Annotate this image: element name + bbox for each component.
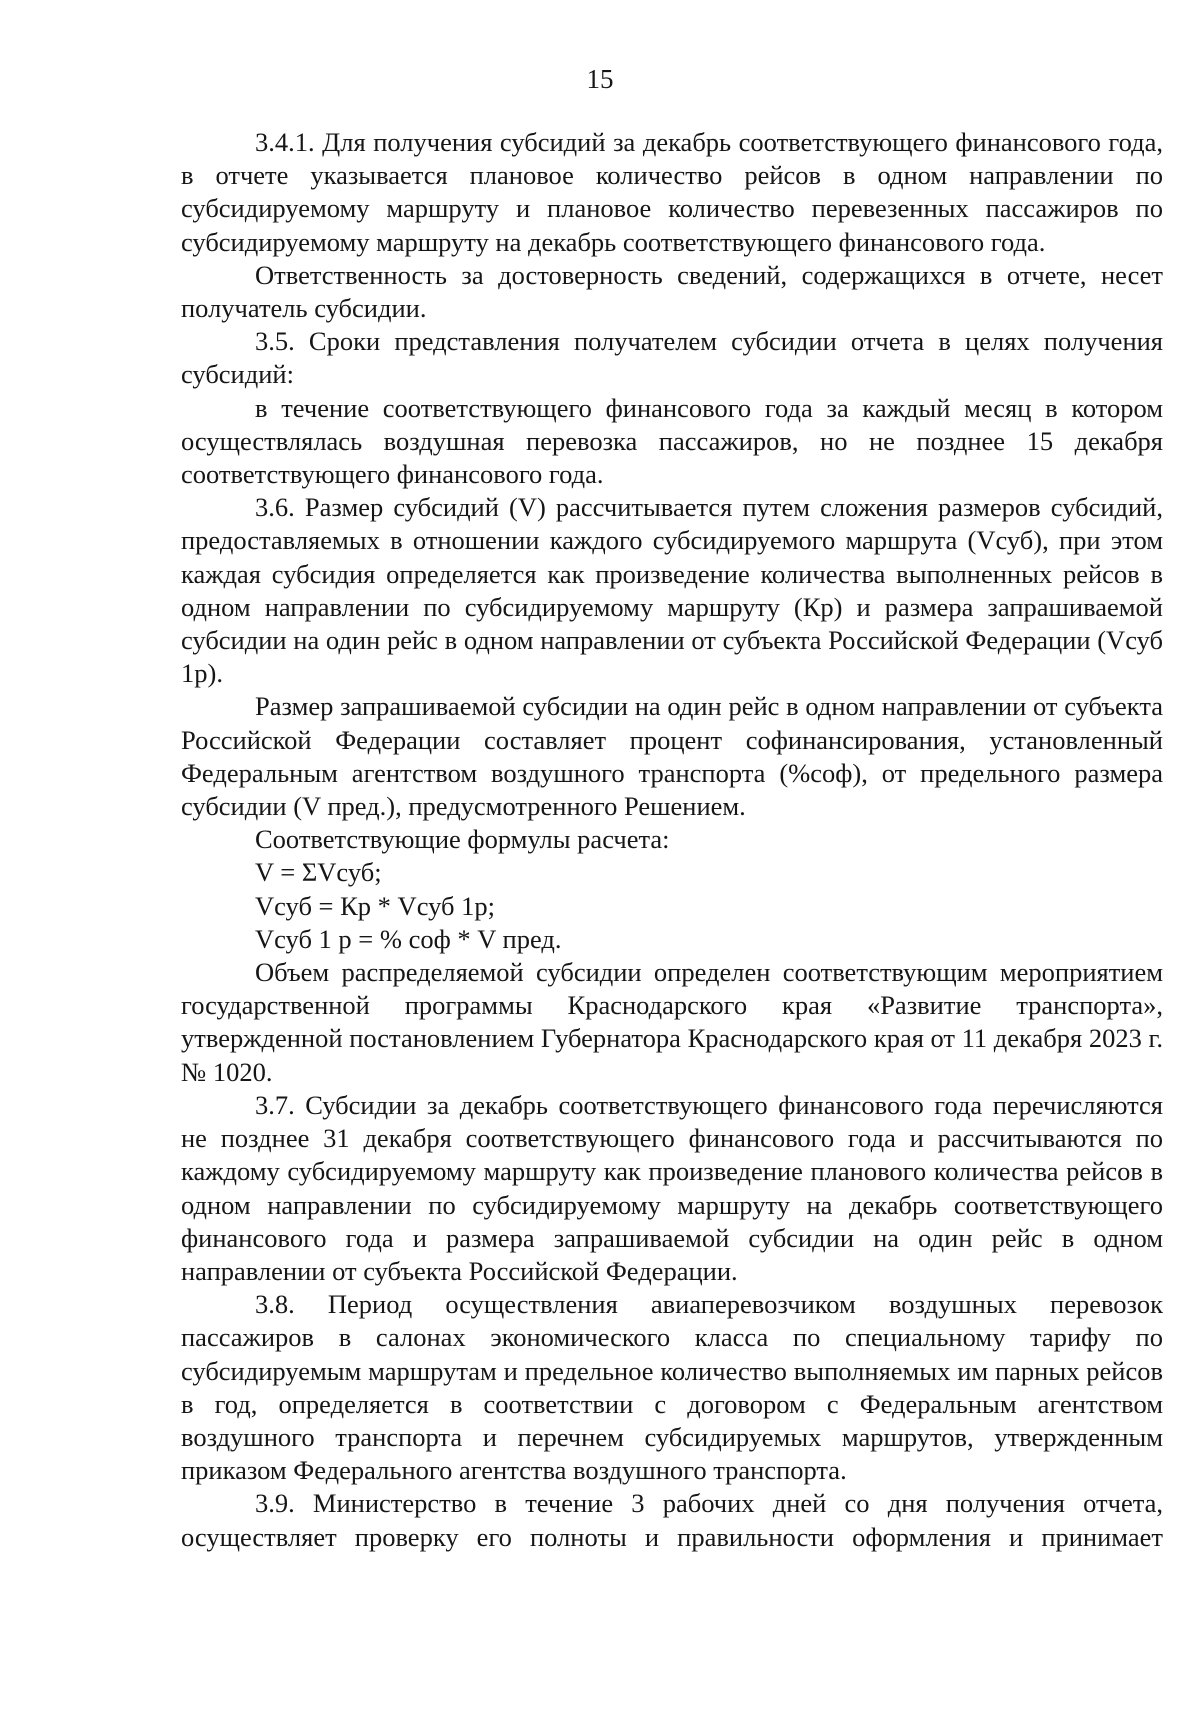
- paragraph-responsibility: Ответственность за достоверность сведений, содержащихся в отчете, несет получатель субсидии.: [181, 259, 1163, 324]
- formula-per-flight: Vсуб 1 р = % соф * V пред.: [255, 923, 562, 954]
- document-body: [181, 126, 1163, 1554]
- paragraph-3-8: 3.8. Период осуществления авиаперевозчиком воздушных перевозок пассажиров в салонах экономического класса по специальному тарифу по субсидируемым маршрутам и предельное количество выполняемых им парных рейсов в год, определяется в соответствии с договором с Федеральным агентством воздушного транспорта и перечнем субсидируемых маршрутов, утвержденным приказом Федерального агентства воздушного транспорта.: [181, 1289, 1163, 1486]
- paragraph-volume: Объем распределяемой субсидии определен соответствующим мероприятием государственной программы Краснодарского края «Развитие транспорта», утвержденной постановлением Губернатора Краснодарского края от 11 декабря 2023 г. № 1020.: [181, 957, 1163, 1087]
- paragraph-3-7: 3.7. Субсидии за декабрь соответствующего финансового года перечисляются не позднее 31 декабря соответствующего финансового года и рассчитываются по каждому субсидируемому маршруту как произведение планового количества рейсов в одном направлении по субсидируемому маршруту на декабрь соответствующего финансового года и размера запрашиваемой субсидии на один рейс в одном направлении от субъекта Российской Федерации.: [181, 1089, 1163, 1286]
- paragraph-subsidy-size: Размер запрашиваемой субсидии на один рейс в одном направлении от субъекта Российской Федерации составляет процент софинансирования, установленный Федеральным агентством воздушного транспорта (%соф), от предельного размера субсидии (V пред.), предусмотренного Решением.: [181, 691, 1163, 822]
- formula-route: Vсуб = Кр * Vсуб 1р;: [255, 890, 495, 921]
- paragraph-3-5: 3.5. Сроки представления получателем субсидии отчета в целях получения субсидий:: [181, 326, 1163, 390]
- formula-total: V = ΣVсуб;: [255, 857, 382, 888]
- paragraph-formulas-heading: Соответствующие формулы расчета:: [255, 824, 670, 855]
- paragraph-report-deadline: в течение соответствующего финансового года за каждый месяц в котором осуществлялась воздушная перевозка пассажиров, но не позднее 15 декабря соответствующего финансового года.: [181, 392, 1163, 490]
- paragraph-3-9: 3.9. Министерство в течение 3 рабочих дней со дня получения отчета, осуществляет проверку его полноты и правильности оформления и принимает: [181, 1488, 1163, 1552]
- paragraph-3-4-1: 3.4.1. Для получения субсидий за декабрь соответствующего финансового года, в отчете указывается плановое количество рейсов в одном направлении по субсидируемому маршруту и плановое количество перевезенных пассажиров по субсидируемому маршруту на декабрь соответствующего финансового года.: [181, 127, 1163, 257]
- page-number: 15: [586, 64, 614, 94]
- paragraph-3-6: 3.6. Размер субсидий (V) рассчитывается путем сложения размеров субсидий, предоставляемых в отношении каждого субсидируемого маршрута (Vсуб), при этом каждая субсидия определяется как произведение количества выполненных рейсов в одном направлении по субсидируемому маршруту (Кр) и размера запрашиваемой субсидии на один рейс в одном направлении от субъекта Российской Федерации (Vсуб 1р).: [181, 492, 1163, 689]
